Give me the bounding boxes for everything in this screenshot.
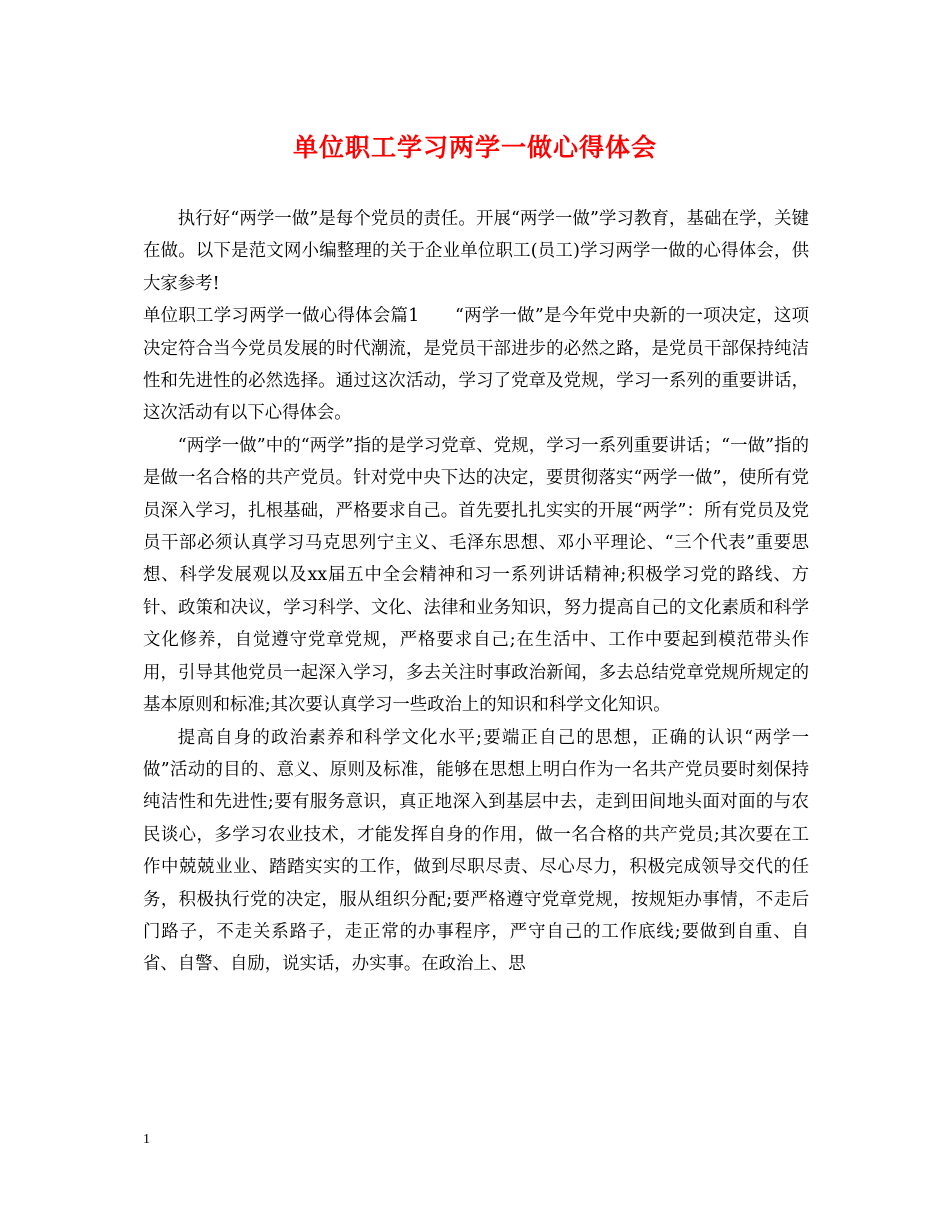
paragraph-two-studies: “两学一做”中的“两学”指的是学习党章、党规，学习一系列重要讲话；“一做”指的是做一名合格的共产党员。针对党中央下达的决定，要贯彻落实“两学一做”，使所有党员深入学习，扎根基础，严格要求自己。首先要扎扎实实的开展“两学”：所有党员及党员干部必须认真学习马克思列宁主义、毛泽东思想、邓小平理论、“三个代表”重要思想、科学发展观以及xx届五中全会精神和习一系列讲话精神;积极学习党的路线、方针、政策和决议，学习科学、文化、法律和业务知识，努力提高自己的文化素质和科学文化修养，自觉遵守党章党规，严格要求自己;在生活中、工作中要起到模范带头作用，引导其他党员一起深入学习，多去关注时事政治新闻，多去总结党章党规所规定的基本原则和标准;其次要认真学习一些政治上的知识和科学文化知识。 bbox=[143, 435, 809, 716]
page-number: 1 bbox=[143, 1132, 150, 1147]
paragraph-improve-quality: 提高自身的政治素养和科学文化水平;要端正自己的思想，正确的认识“两学一做”活动的目的、意义、原则及标准，能够在思想上明白作为一名共产党员要时刻保持纯洁性和先进性;要有服务意识，真正地深入到基层中去，走到田间地头面对面的与农民谈心，多学习农业技术，才能发挥自身的作用，做一名合格的共产党员;其次要在工作中兢兢业业、踏踏实实的工作，做到尽职尽责、尽心尽力，积极完成领导交代的任务，积极执行党的决定，服从组织分配;要严格遵守党章党规，按规矩办事情，不走后门路子，不走关系路子，走正常的办事程序，严守自己的工作底线;要做到自重、自省、自警、自励，说实话，办实事。在政治上、思 bbox=[143, 727, 809, 975]
paragraph-intro: 执行好“两学一做”是每个党员的责任。开展“两学一做”学习教育，基础在学，关键在做。以下是范文网小编整理的关于企业单位职工(员工)学习两学一做的心得体会，供大家参考! bbox=[143, 209, 809, 294]
document-title: 单位职工学习两学一做心得体会 bbox=[292, 133, 657, 162]
paragraph-section-1: 单位职工学习两学一做心得体会篇1 “两学一做”是今年党中央新的一项决定，这项决定符合当今党员发展的时代潮流，是党员干部进步的必然之路，是党员干部保持纯洁性和先进性的必然选择。通过这次活动，学习了党章及党规，学习一系列的重要讲话，这次活动有以下心得体会。 bbox=[143, 306, 809, 424]
document-body bbox=[143, 203, 809, 981]
